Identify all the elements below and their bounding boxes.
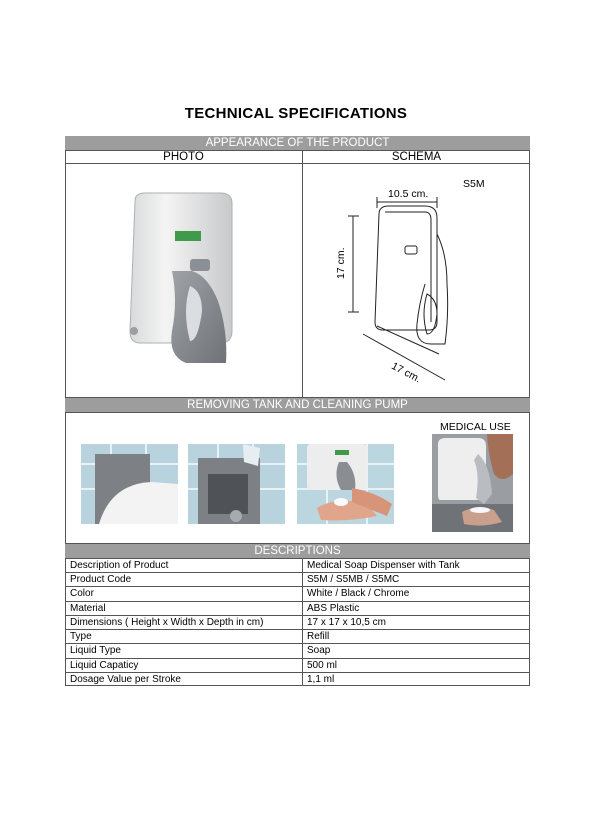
schema-header: SCHEMA — [391, 151, 442, 163]
page-title: TECHNICAL SPECIFICATIONS — [184, 105, 408, 122]
spec-value: Medical Soap Dispenser with Tank — [307, 560, 460, 571]
spec-label: Liquid Type — [70, 645, 121, 657]
descriptions-row-divider — [66, 586, 529, 587]
spec-label: Type — [70, 631, 92, 643]
step-photo-2 — [188, 444, 285, 524]
schema-drawing — [345, 194, 525, 389]
spec-value: 17 x 17 x 10,5 cm — [307, 616, 386, 628]
appearance-band: APPEARANCE OF THE PRODUCT — [65, 136, 530, 150]
medical-use-photo — [432, 434, 513, 532]
spec-label: Dosage Value per Stroke — [70, 673, 181, 685]
schema-model-label: S5M — [463, 178, 485, 190]
spec-label: Dimensions ( Height x Width x Depth in cm) — [70, 616, 264, 628]
step-photo-1 — [81, 444, 178, 524]
spec-value: Soap — [307, 645, 331, 657]
dispenser-photo — [120, 191, 245, 376]
descriptions-band: DESCRIPTIONS — [65, 544, 530, 558]
descriptions-table — [65, 558, 530, 686]
dim-height-label: 17 cm. — [335, 247, 347, 279]
spec-label: Color — [70, 588, 94, 600]
cleaning-band: REMOVING TANK AND CLEANING PUMP — [65, 398, 530, 412]
appearance-column-divider — [302, 150, 303, 398]
descriptions-row-divider — [66, 572, 529, 573]
spec-sheet — [65, 136, 530, 686]
spec-label: Product Code — [70, 574, 132, 586]
descriptions-row-divider — [66, 601, 529, 602]
step-photo-3 — [297, 444, 394, 524]
spec-value: 1,1 ml — [307, 673, 335, 685]
photo-header: PHOTO — [163, 151, 204, 163]
spec-label: Liquid Capaticy — [70, 659, 139, 671]
dim-depth-label: 17 cm. — [389, 360, 423, 386]
medical-use-label: MEDICAL USE — [440, 421, 511, 433]
spec-label: Description of Product — [70, 560, 169, 571]
dim-width-label: 10.5 cm. — [388, 188, 429, 200]
spec-label: Material — [70, 602, 106, 614]
spec-value: 500 ml — [307, 659, 338, 671]
spec-value: S5M / S5MB / S5MC — [307, 574, 400, 586]
spec-value: ABS Plastic — [307, 602, 360, 614]
descriptions-row-divider — [66, 629, 529, 630]
spec-value: Refill — [307, 631, 330, 643]
spec-value: White / Black / Chrome — [307, 588, 410, 600]
descriptions-row-divider — [66, 643, 529, 644]
descriptions-column-divider — [302, 559, 303, 685]
